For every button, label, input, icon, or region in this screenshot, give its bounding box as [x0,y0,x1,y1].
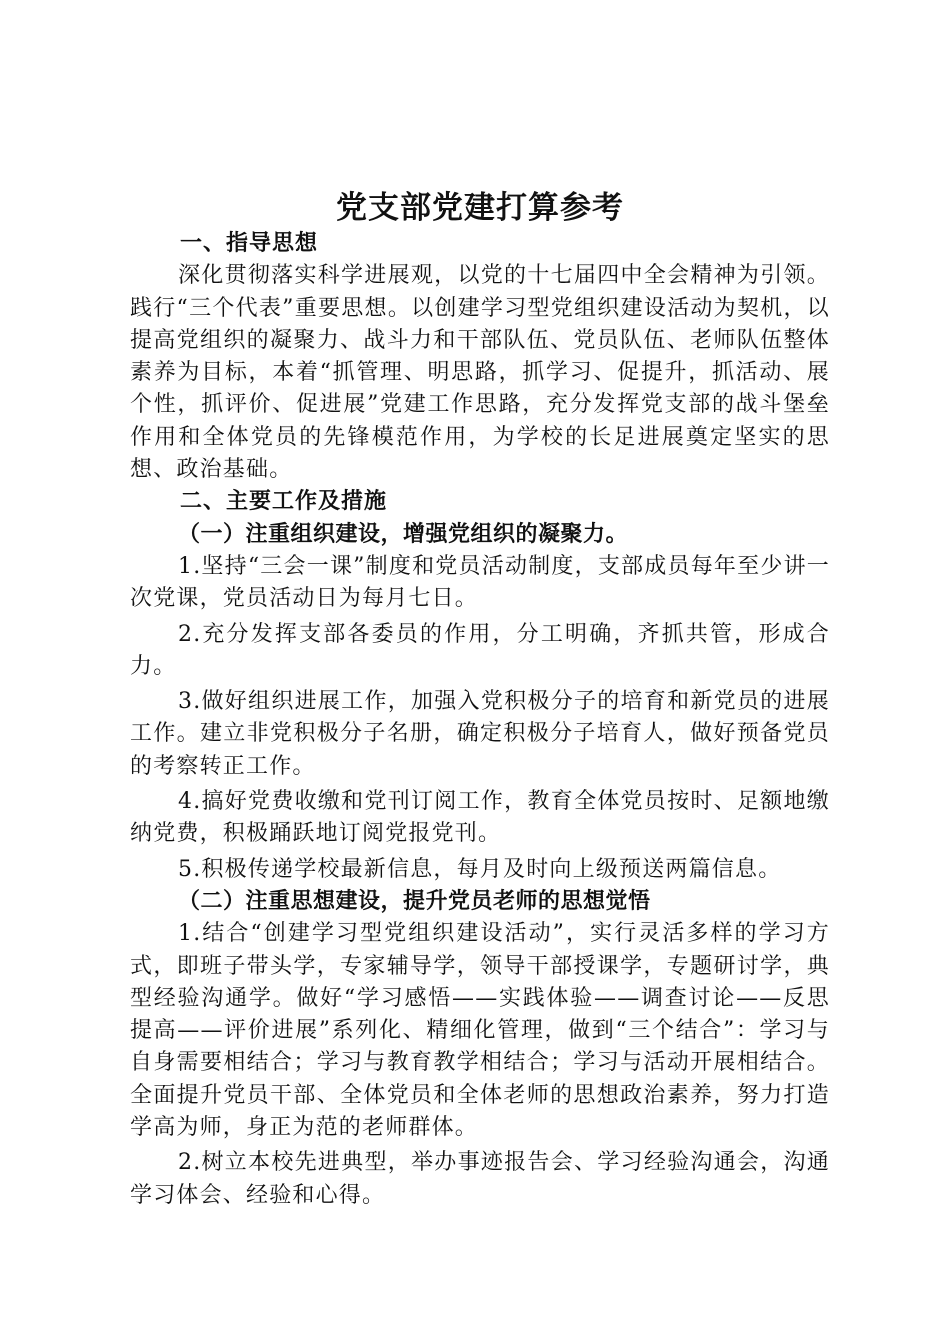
section-heading-main-work: 二、主要工作及措施 [180,489,388,515]
document-body [130,186,830,1212]
list-item-organization-1: 1.坚持“三会一课”制度和党员活动制度，支部成员每年至少讲一次党课，党员活动日为每月七日。 [130,553,830,612]
list-item-organization-5: 5.积极传递学校最新信息，每月及时向上级预送两篇信息。 [178,856,782,882]
section-heading-guiding-thought: 一、指导思想 [180,231,319,256]
subsection-heading-organization: （一）注重组织建设，增强党组织的凝聚力。 [178,521,629,547]
paragraph-guiding-thought: 深化贯彻落实科学进展观，以党的十七届四中全会精神为引领。践行“三个代表”重要思想。以创建学习型党组织建设活动为契机，以提高党组织的凝聚力、战斗力和干部队伍、党员队伍、老师队伍整体素养为目标，本着“抓管理、明思路，抓学习、促提升，抓活动、展个性，抓评价、促进展”党建工作思路，充分发挥党支部的战斗堡垒作用和全体党员的先锋模范作用，为学校的长足进展奠定坚实的思想、政治基础。 [130,263,830,483]
list-item-organization-4: 4.搞好党费收缴和党刊订阅工作，教育全体党员按时、足额地缴纳党费，积极踊跃地订阅党报党刊。 [130,789,830,847]
list-item-organization-3: 3.做好组织进展工作，加强入党积极分子的培育和新党员的进展工作。建立非党积极分子名册，确定积极分子培育人，做好预备党员的考察转正工作。 [130,689,830,779]
subsection-heading-ideology: （二）注重思想建设，提升党员老师的思想觉悟 [178,888,651,914]
document-title: 党支部党建打算参考 [336,190,624,226]
list-item-ideology-1: 1.结合“创建学习型党组织建设活动”，实行灵活多样的学习方式，即班子带头学，专家辅导学，领导干部授课学，专题研讨学，典型经验沟通学。做好“学习感悟——实践体验——调查讨论——反思提高——评价进展”系列化、精细化管理，做到“三个结合”：学习与自身需要相结合；学习与教育教学相结合；学习与活动开展相结合。全面提升党员干部、全体党员和全体老师的思想政治素养，努力打造学高为师，身正为范的老师群体。 [130,921,830,1141]
list-item-organization-2: 2.充分发挥支部各委员的作用，分工明确，齐抓共管，形成合力。 [130,621,830,679]
list-item-ideology-2: 2.树立本校先进典型，举办事迹报告会、学习经验沟通会，沟通学习体会、经验和心得。 [130,1150,830,1208]
